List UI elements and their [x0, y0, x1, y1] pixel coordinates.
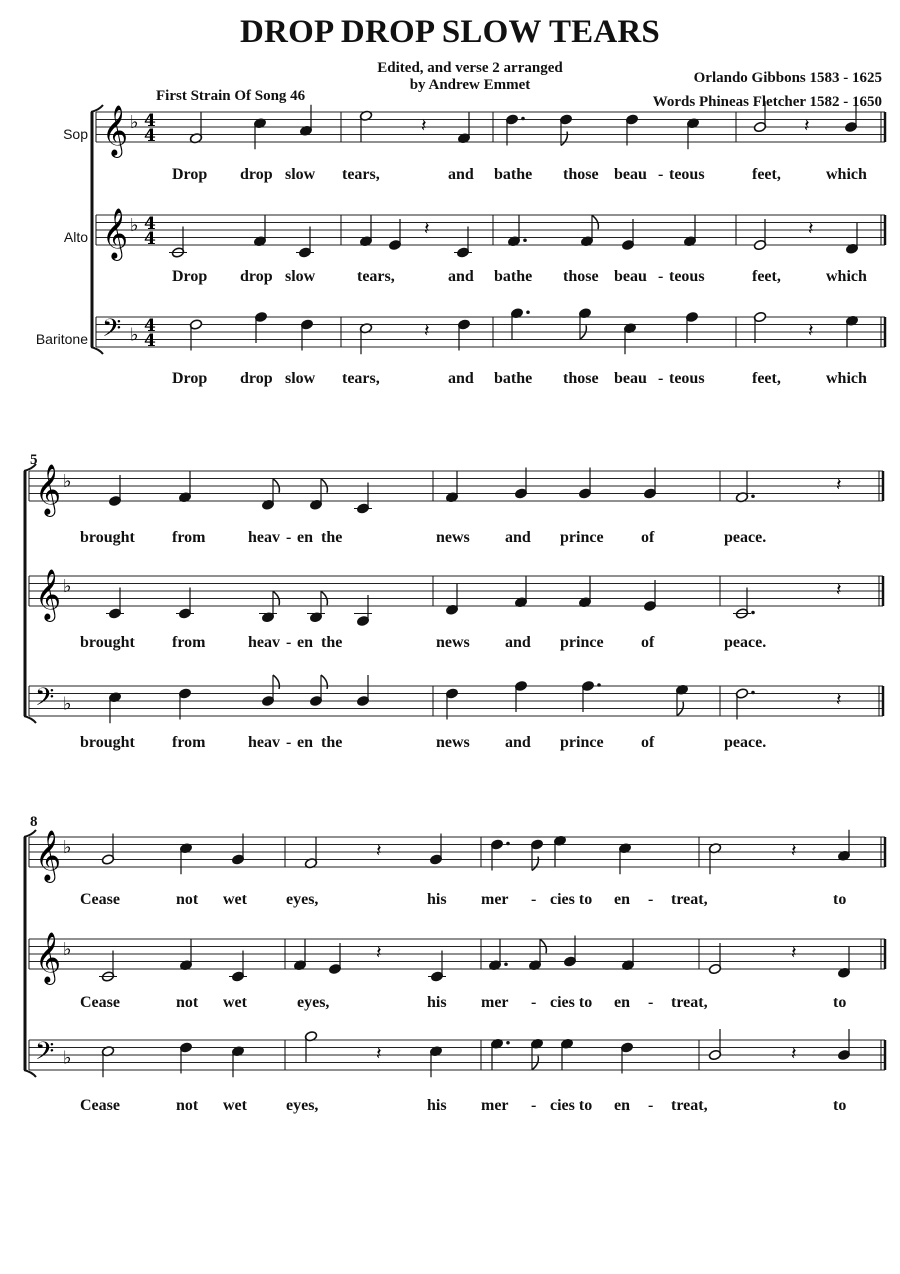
dot [751, 494, 755, 498]
tempo-marking: First Strain Of Song 46 [156, 88, 306, 104]
lyric-syllable: of [641, 634, 655, 651]
part-name-alto: Alto [63, 229, 88, 245]
lyric-syllable: - [531, 994, 537, 1011]
lyric-syllable: treat, [671, 1097, 708, 1114]
lyric-syllable: prince [560, 734, 604, 751]
rest-icon: 𝄽 [836, 689, 842, 711]
lyric-syllable: brought [80, 634, 135, 651]
lyric-syllable: and [448, 166, 474, 183]
rest-icon: 𝄽 [791, 942, 797, 964]
lyric-syllable: wet [223, 1097, 247, 1114]
part-name-baritone: Baritone [35, 331, 88, 347]
lyric-syllable: Cease [80, 994, 120, 1011]
flat-icon: ♭ [130, 214, 139, 236]
lyric-syllable: brought [80, 734, 135, 751]
rest-icon: 𝄽 [376, 840, 382, 862]
part-name-soprano: Sop [63, 126, 88, 142]
treble-clef-icon: 𝄞 [35, 830, 62, 881]
dot [523, 238, 527, 242]
rest-icon: 𝄽 [808, 320, 814, 342]
lyric-syllable: - [286, 734, 292, 751]
composer-credit: Orlando Gibbons 1583 - 1625 [693, 70, 882, 86]
bass-clef-icon: 𝄢 [102, 314, 122, 349]
lyric-syllable: drop [240, 268, 273, 285]
lyric-syllable: not [176, 891, 199, 908]
lyric-syllable: heav [248, 734, 280, 751]
rest-icon: 𝄽 [376, 1043, 382, 1065]
lyric-syllable: and [448, 268, 474, 285]
lyricist-credit: Words Phineas Fletcher 1582 - 1650 [652, 94, 882, 110]
lyric-syllable: his [427, 891, 447, 908]
lyric-syllable: beau [614, 370, 647, 387]
lyric-syllable: - [658, 370, 664, 387]
lyric-syllable: those [563, 268, 599, 285]
lyric-syllable: eyes, [297, 994, 330, 1011]
lyric-syllable: which [826, 370, 867, 387]
lyric-syllable: from [172, 734, 206, 751]
lyric-syllable: mer [481, 891, 509, 908]
lyric-syllable: to [833, 891, 847, 908]
lyric-syllable: news [436, 529, 470, 546]
lyric-syllable: eyes, [286, 1097, 319, 1114]
lyric-syllable: mer [481, 1097, 509, 1114]
time-signature-top: 4 [144, 214, 156, 234]
lyric-syllable: bathe [494, 268, 533, 285]
lyric-syllable: the [321, 734, 343, 751]
lyric-syllable: cies to [550, 1097, 593, 1114]
lyric-syllable: teous [669, 370, 705, 387]
flat-icon: ♭ [63, 1047, 72, 1069]
lyric-syllable: teous [669, 166, 705, 183]
rest-icon: 𝄽 [791, 1043, 797, 1065]
lyric-syllable: prince [560, 634, 604, 651]
dot [597, 683, 601, 687]
lyric-syllable: from [172, 634, 206, 651]
lyric-syllable: feet, [752, 370, 781, 387]
lyric-syllable: heav [248, 634, 280, 651]
lyric-syllable: wet [223, 891, 247, 908]
flat-icon: ♭ [63, 938, 72, 960]
rest-icon: 𝄽 [424, 320, 430, 342]
lyric-syllable: tears, [357, 268, 395, 285]
lyric-syllable: Cease [80, 891, 120, 908]
lyric-syllable: brought [80, 529, 135, 546]
time-signature-top: 4 [144, 111, 156, 131]
lyric-syllable: peace. [724, 634, 767, 651]
flat-icon: ♭ [130, 111, 139, 133]
lyric-syllable: - [648, 994, 654, 1011]
lyric-syllable: slow [285, 166, 316, 183]
lyric-syllable: bathe [494, 166, 533, 183]
lyric-syllable: of [641, 529, 655, 546]
time-signature-bottom: 4 [144, 126, 156, 146]
lyric-syllable: - [286, 634, 292, 651]
lyric-syllable: not [176, 994, 199, 1011]
lyric-syllable: mer [481, 994, 509, 1011]
lyric-syllable: en [614, 1097, 630, 1114]
rest-icon: 𝄽 [808, 218, 814, 240]
lyric-syllable: Cease [80, 1097, 120, 1114]
lyric-syllable: his [427, 994, 447, 1011]
lyric-syllable: and [505, 634, 531, 651]
lyric-syllable: his [427, 1097, 447, 1114]
lyric-syllable: the [321, 634, 343, 651]
lyric-syllable: Drop [172, 268, 208, 285]
flat-icon: ♭ [63, 575, 72, 597]
note-flag [273, 675, 279, 689]
staff-lines [24, 105, 885, 1077]
lyric-syllable: drop [240, 370, 273, 387]
lyric-syllable: tears, [342, 370, 380, 387]
note-flag [532, 857, 538, 871]
lyric-syllable: heav [248, 529, 280, 546]
rest-icon: 𝄽 [836, 474, 842, 496]
bass-clef-icon: 𝄢 [35, 1037, 55, 1072]
lyric-syllable: feet, [752, 268, 781, 285]
lyric-syllable: to [833, 1097, 847, 1114]
lyric-syllable: news [436, 634, 470, 651]
rest-icon: 𝄽 [376, 942, 382, 964]
flat-icon: ♭ [63, 836, 72, 858]
note-flag [321, 675, 327, 689]
bass-clef-icon: 𝄢 [35, 683, 55, 718]
lyric-syllable: en [614, 994, 630, 1011]
lyric-syllable: tears, [342, 166, 380, 183]
lyric-syllable: and [505, 529, 531, 546]
flat-icon: ♭ [63, 470, 72, 492]
lyric-syllable: teous [669, 268, 705, 285]
lyric-syllable: bathe [494, 370, 533, 387]
treble-clef-icon: 𝄞 [102, 208, 129, 259]
editor-credit-line2: by Andrew Emmet [409, 77, 531, 93]
lyric-syllable: which [826, 268, 867, 285]
lyric-syllable: peace. [724, 734, 767, 751]
lyric-syllable: - [648, 1097, 654, 1114]
lyric-syllable: news [436, 734, 470, 751]
lyric-syllable: en [297, 634, 313, 651]
lyric-syllable: and [448, 370, 474, 387]
lyric-syllable: wet [223, 994, 247, 1011]
lyric-syllable: and [505, 734, 531, 751]
flat-icon: ♭ [63, 693, 72, 715]
lyric-syllable: drop [240, 166, 273, 183]
lyric-syllable: beau [614, 166, 647, 183]
lyric-syllable: - [531, 1097, 537, 1114]
lyric-syllable: - [648, 891, 654, 908]
lyric-syllable: those [563, 166, 599, 183]
lyric-syllable: of [641, 734, 655, 751]
notes [99, 101, 859, 1077]
treble-clef-icon: 𝄞 [35, 932, 62, 983]
dot [506, 842, 510, 846]
dot [506, 1041, 510, 1045]
lyric-syllable: peace. [724, 529, 767, 546]
treble-clef-icon: 𝄞 [35, 569, 62, 620]
lyric-syllable: slow [285, 268, 316, 285]
lyric-syllable: feet, [752, 166, 781, 183]
lyric-syllable: slow [285, 370, 316, 387]
lyric-syllable: - [658, 268, 664, 285]
rest-icon: 𝄽 [836, 579, 842, 601]
note-flag [561, 132, 567, 146]
treble-clef-icon: 𝄞 [35, 464, 62, 515]
lyric-syllable: prince [560, 529, 604, 546]
dot [526, 310, 530, 314]
lyric-syllable: - [658, 166, 664, 183]
lyric-syllable: en [297, 734, 313, 751]
treble-clef-icon: 𝄞 [102, 105, 129, 156]
time-signature-top: 4 [144, 316, 156, 336]
dot [751, 691, 755, 695]
lyric-syllable: those [563, 370, 599, 387]
dot [521, 117, 525, 121]
lyric-syllable: - [286, 529, 292, 546]
lyric-syllable: en [297, 529, 313, 546]
editor-credit-line1: Edited, and verse 2 arranged [377, 60, 563, 76]
lyric-syllable: to [833, 994, 847, 1011]
lyric-syllable: - [531, 891, 537, 908]
lyric-syllable: Drop [172, 166, 208, 183]
time-signature-bottom: 4 [144, 229, 156, 249]
lyric-syllable: not [176, 1097, 199, 1114]
lyric-syllable: cies to [550, 994, 593, 1011]
lyric-syllable: eyes, [286, 891, 319, 908]
measure-number-8: 8 [30, 814, 38, 830]
time-signature-bottom: 4 [144, 331, 156, 351]
rest-icon: 𝄽 [804, 115, 810, 137]
lyric-syllable: the [321, 529, 343, 546]
dot [504, 962, 508, 966]
lyric-syllable: cies to [550, 891, 593, 908]
lyric-syllable: treat, [671, 994, 708, 1011]
rest-icon: 𝄽 [421, 115, 427, 137]
lyric-syllable: treat, [671, 891, 708, 908]
dot [751, 611, 755, 615]
score-title: DROP DROP SLOW TEARS [240, 14, 660, 50]
measure-number-5: 5 [30, 452, 38, 468]
rest-icon: 𝄽 [791, 840, 797, 862]
lyric-syllable: which [826, 166, 867, 183]
lyric-syllable: en [614, 891, 630, 908]
lyric-syllable: Drop [172, 370, 208, 387]
rest-icon: 𝄽 [424, 218, 430, 240]
flat-icon: ♭ [130, 324, 139, 346]
lyric-syllable: beau [614, 268, 647, 285]
lyric-syllable: from [172, 529, 206, 546]
